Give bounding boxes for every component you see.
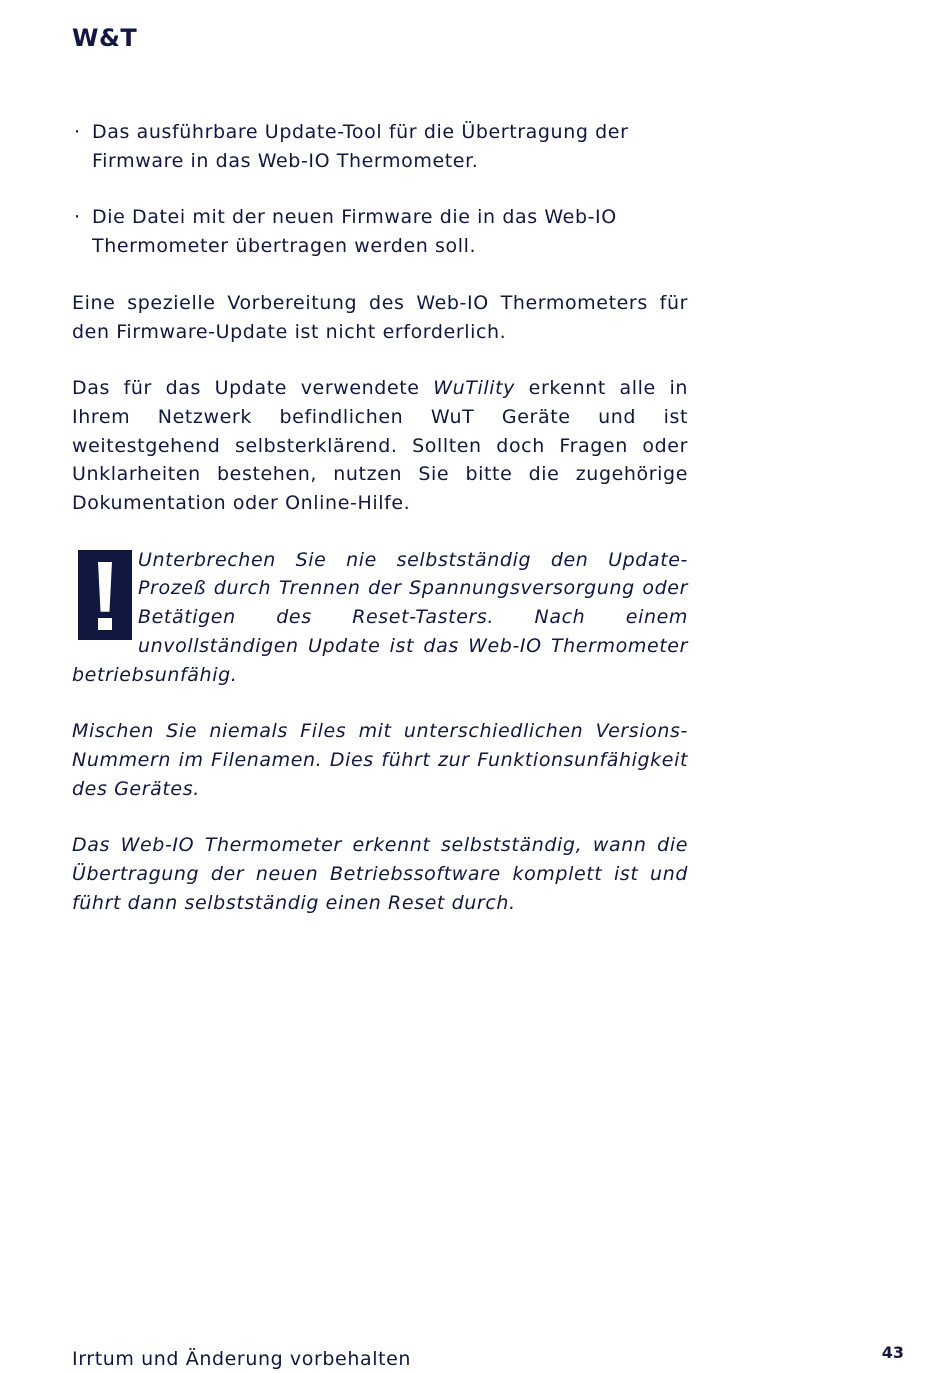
wutility-text-before: Das für das Update verwendete — [72, 377, 434, 400]
reset-note: Das Web-IO Thermometer erkennt selbstständig, wann die Übertragung der neuen Betriebssoftware komplett ist und führt dann selbstständig einen Reset durch. — [72, 834, 688, 914]
main-content — [72, 118, 688, 945]
preparation-paragraph: Eine spezielle Vorbereitung des Web-IO Thermometers für den Firmware-Update ist nicht erforderlich. — [72, 291, 688, 343]
list-item-text: Das ausführbare Update-Tool für die Übertragung der Firmware in das Web-IO Thermometer. — [92, 121, 629, 172]
footer-disclaimer: Irrtum und Änderung vorbehalten — [72, 1348, 412, 1370]
product-name: WuTility — [433, 377, 516, 400]
warning-text: Unterbrechen Sie nie selbstständig den Update-Prozeß durch Trennen der Spannungsversorgung oder Betätigen des Reset-Tasters. Nach einem unvollständigen Update ist das Web-IO Thermometer betriebsunfähig. — [72, 548, 688, 686]
list-item-text: Die Datei mit der neuen Firmware die in das Web-IO Thermometer übertragen werden soll. — [92, 206, 617, 258]
list-item — [72, 203, 688, 260]
versions-note: Mischen Sie niemals Files mit unterschiedlichen Versions-Nummern im Filenamen. Dies führt zur Funktionsunfähigkeit des Gerätes. — [72, 720, 688, 800]
bullet-marker: · — [74, 121, 81, 143]
warning-note — [72, 546, 688, 690]
exclamation-warning-icon — [78, 550, 132, 640]
wutility-paragraph — [72, 374, 688, 518]
bullet-marker: · — [74, 206, 81, 229]
brand-logo: W&T — [72, 24, 138, 52]
page-number: 43 — [881, 1343, 904, 1362]
wutility-text-after: erkennt alle in Ihrem Netzwerk befindlichen WuT Geräte und ist weitestgehend selbsterklärend. Sollten doch Fragen oder Unklarheiten bestehen, nutzen Sie bitte die zugehörige Dokumentation oder Online-Hilfe. — [72, 377, 689, 515]
list-item — [72, 118, 688, 175]
